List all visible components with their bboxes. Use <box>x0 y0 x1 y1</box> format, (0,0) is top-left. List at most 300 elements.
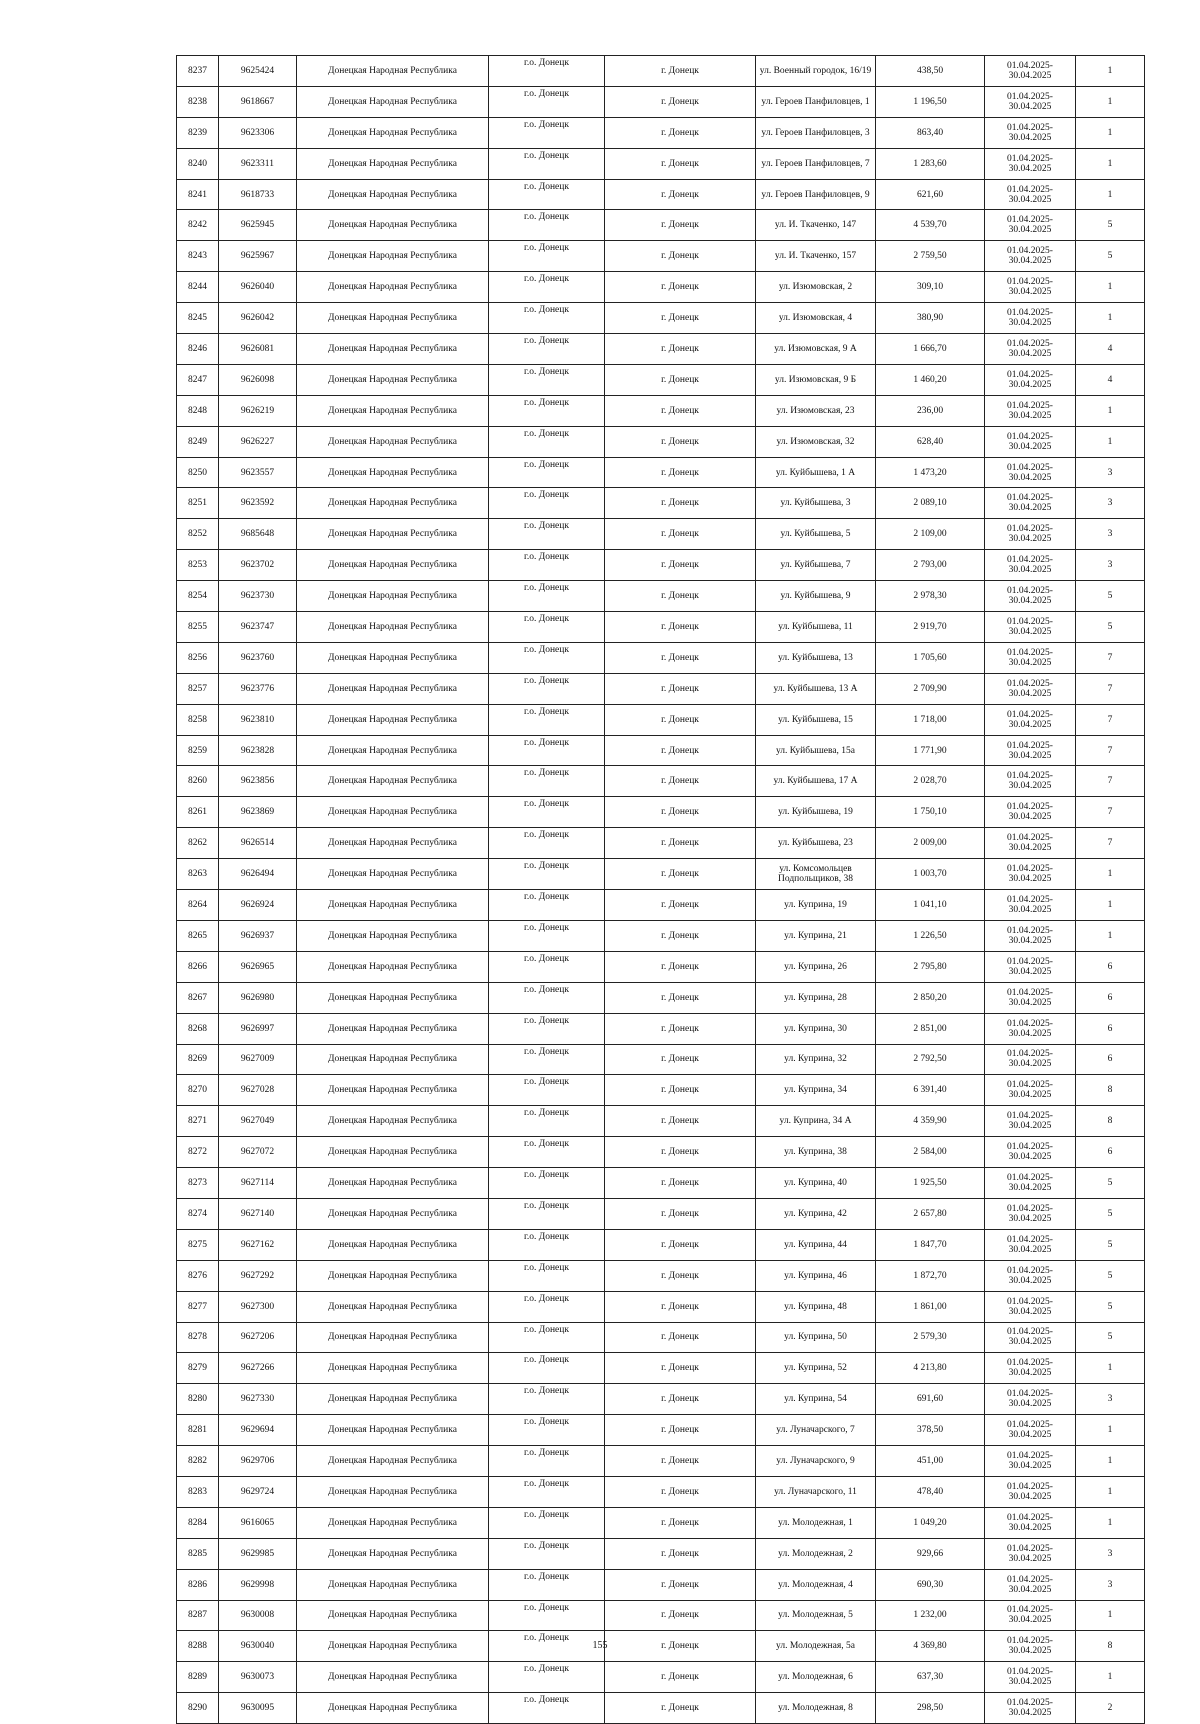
cell-area-value: 1 872,70 <box>876 1260 985 1291</box>
cell-object-id: 9627292 <box>219 1260 297 1291</box>
cell-object-id: 9629706 <box>219 1446 297 1477</box>
cell-row-number: 8281 <box>177 1415 219 1446</box>
cell-city: г. Донецк <box>605 1013 756 1044</box>
cell-row-number: 8286 <box>177 1569 219 1600</box>
table-row <box>177 1075 1145 1106</box>
cell-row-number: 8252 <box>177 519 219 550</box>
cell-city: г. Донецк <box>605 272 756 303</box>
cell-object-id: 9627009 <box>219 1044 297 1075</box>
cell-municipal-district: г.о. Донецк <box>489 1600 605 1631</box>
table-row <box>177 1106 1145 1137</box>
cell-municipal-district: г.о. Донецк <box>489 1476 605 1507</box>
cell-object-id: 9630040 <box>219 1631 297 1662</box>
cell-object-id: 9627049 <box>219 1106 297 1137</box>
cell-object-id: 9627266 <box>219 1353 297 1384</box>
cell-object-id: 9623702 <box>219 550 297 581</box>
cell-count: 6 <box>1076 982 1145 1013</box>
cell-region: Донецкая Народная Республика <box>297 1507 489 1538</box>
table-row <box>177 1446 1145 1477</box>
cell-count: 1 <box>1076 1476 1145 1507</box>
cell-city: г. Донецк <box>605 1322 756 1353</box>
cell-object-id: 9616065 <box>219 1507 297 1538</box>
cell-street-address: ул. Куприна, 21 <box>756 920 876 951</box>
cell-street-address: ул. Куприна, 38 <box>756 1137 876 1168</box>
cell-area-value: 621,60 <box>876 179 985 210</box>
cell-area-value: 2 009,00 <box>876 828 985 859</box>
table-row <box>177 334 1145 365</box>
cell-row-number: 8280 <box>177 1384 219 1415</box>
cell-object-id: 9626227 <box>219 426 297 457</box>
cell-count: 6 <box>1076 1044 1145 1075</box>
cell-municipal-district: г.о. Донецк <box>489 766 605 797</box>
table-body <box>177 56 1145 1724</box>
cell-region: Донецкая Народная Республика <box>297 272 489 303</box>
cell-municipal-district: г.о. Донецк <box>489 1137 605 1168</box>
cell-row-number: 8243 <box>177 241 219 272</box>
cell-city: г. Донецк <box>605 1137 756 1168</box>
cell-count: 4 <box>1076 364 1145 395</box>
table-row <box>177 612 1145 643</box>
cell-street-address: ул. И. Ткаченко, 157 <box>756 241 876 272</box>
cell-row-number: 8279 <box>177 1353 219 1384</box>
cell-city: г. Донецк <box>605 982 756 1013</box>
cell-count: 3 <box>1076 1538 1145 1569</box>
cell-municipal-district: г.о. Донецк <box>489 117 605 148</box>
cell-street-address: ул. Куприна, 42 <box>756 1198 876 1229</box>
cell-region: Донецкая Народная Республика <box>297 766 489 797</box>
cell-period: 01.04.2025-30.04.2025 <box>985 920 1076 951</box>
cell-region: Донецкая Народная Республика <box>297 117 489 148</box>
cell-city: г. Донецк <box>605 704 756 735</box>
cell-region: Донецкая Народная Республика <box>297 1260 489 1291</box>
cell-region: Донецкая Народная Республика <box>297 1569 489 1600</box>
cell-street-address: ул. Куйбышева, 5 <box>756 519 876 550</box>
cell-object-id: 9623747 <box>219 612 297 643</box>
cell-row-number: 8258 <box>177 704 219 735</box>
cell-street-address: ул. Куйбышева, 13 <box>756 642 876 673</box>
cell-city: г. Донецк <box>605 797 756 828</box>
cell-region: Донецкая Народная Республика <box>297 1322 489 1353</box>
cell-municipal-district: г.о. Донецк <box>489 890 605 921</box>
cell-street-address: ул. Куйбышева, 9 <box>756 581 876 612</box>
cell-street-address: ул. Изюмовская, 9 Б <box>756 364 876 395</box>
cell-object-id: 9629985 <box>219 1538 297 1569</box>
cell-street-address: ул. Изюмовская, 2 <box>756 272 876 303</box>
cell-municipal-district: г.о. Донецк <box>489 612 605 643</box>
cell-count: 1 <box>1076 179 1145 210</box>
table-row <box>177 581 1145 612</box>
cell-region: Донецкая Народная Республика <box>297 303 489 334</box>
cell-period: 01.04.2025-30.04.2025 <box>985 704 1076 735</box>
cell-region: Донецкая Народная Республика <box>297 1693 489 1724</box>
cell-area-value: 1 750,10 <box>876 797 985 828</box>
cell-street-address: ул. Куприна, 52 <box>756 1353 876 1384</box>
cell-period: 01.04.2025-30.04.2025 <box>985 519 1076 550</box>
table-row <box>177 1600 1145 1631</box>
cell-count: 7 <box>1076 797 1145 828</box>
cell-area-value: 1 705,60 <box>876 642 985 673</box>
cell-count: 1 <box>1076 859 1145 890</box>
cell-region: Донецкая Народная Республика <box>297 920 489 951</box>
cell-row-number: 8248 <box>177 395 219 426</box>
cell-region: Донецкая Народная Республика <box>297 488 489 519</box>
cell-count: 5 <box>1076 210 1145 241</box>
cell-period: 01.04.2025-30.04.2025 <box>985 1693 1076 1724</box>
cell-city: г. Донецк <box>605 241 756 272</box>
cell-municipal-district: г.о. Донецк <box>489 1538 605 1569</box>
table-row <box>177 272 1145 303</box>
cell-area-value: 378,50 <box>876 1415 985 1446</box>
cell-object-id: 9626042 <box>219 303 297 334</box>
cell-municipal-district: г.о. Донецк <box>489 1229 605 1260</box>
cell-region: Донецкая Народная Республика <box>297 859 489 890</box>
cell-period: 01.04.2025-30.04.2025 <box>985 1476 1076 1507</box>
cell-area-value: 1 003,70 <box>876 859 985 890</box>
table-row <box>177 241 1145 272</box>
cell-city: г. Донецк <box>605 735 756 766</box>
cell-region: Донецкая Народная Республика <box>297 1168 489 1199</box>
cell-region: Донецкая Народная Республика <box>297 612 489 643</box>
cell-street-address: ул. Комсомольцев Подпольщиков, 38 <box>756 859 876 890</box>
cell-region: Донецкая Народная Республика <box>297 86 489 117</box>
cell-object-id: 9627330 <box>219 1384 297 1415</box>
cell-municipal-district: г.о. Донецк <box>489 1662 605 1693</box>
cell-count: 1 <box>1076 1662 1145 1693</box>
cell-city: г. Донецк <box>605 1631 756 1662</box>
cell-street-address: ул. Изюмовская, 4 <box>756 303 876 334</box>
cell-region: Донецкая Народная Республика <box>297 1198 489 1229</box>
cell-city: г. Донецк <box>605 488 756 519</box>
cell-row-number: 8249 <box>177 426 219 457</box>
cell-period: 01.04.2025-30.04.2025 <box>985 86 1076 117</box>
cell-object-id: 9623828 <box>219 735 297 766</box>
cell-city: г. Донецк <box>605 1075 756 1106</box>
cell-area-value: 1 041,10 <box>876 890 985 921</box>
cell-municipal-district: г.о. Донецк <box>489 1384 605 1415</box>
cell-period: 01.04.2025-30.04.2025 <box>985 179 1076 210</box>
table-row <box>177 1229 1145 1260</box>
cell-municipal-district: г.о. Донецк <box>489 642 605 673</box>
cell-area-value: 691,60 <box>876 1384 985 1415</box>
cell-area-value: 2 028,70 <box>876 766 985 797</box>
cell-municipal-district: г.о. Донецк <box>489 1569 605 1600</box>
cell-count: 1 <box>1076 1446 1145 1477</box>
cell-municipal-district: г.о. Донецк <box>489 241 605 272</box>
cell-area-value: 2 850,20 <box>876 982 985 1013</box>
table-row <box>177 1260 1145 1291</box>
cell-object-id: 9627114 <box>219 1168 297 1199</box>
cell-area-value: 1 861,00 <box>876 1291 985 1322</box>
cell-street-address: ул. Куприна, 26 <box>756 951 876 982</box>
cell-street-address: ул. Молодежная, 5 <box>756 1600 876 1631</box>
cell-count: 1 <box>1076 303 1145 334</box>
cell-row-number: 8273 <box>177 1168 219 1199</box>
cell-area-value: 1 666,70 <box>876 334 985 365</box>
cell-period: 01.04.2025-30.04.2025 <box>985 766 1076 797</box>
cell-count: 5 <box>1076 241 1145 272</box>
cell-object-id: 9623730 <box>219 581 297 612</box>
cell-count: 8 <box>1076 1106 1145 1137</box>
cell-city: г. Донецк <box>605 210 756 241</box>
table-row <box>177 1168 1145 1199</box>
cell-region: Донецкая Народная Республика <box>297 1044 489 1075</box>
cell-object-id: 9623856 <box>219 766 297 797</box>
cell-area-value: 2 793,00 <box>876 550 985 581</box>
cell-municipal-district: г.о. Донецк <box>489 1631 605 1662</box>
cell-area-value: 863,40 <box>876 117 985 148</box>
cell-area-value: 2 657,80 <box>876 1198 985 1229</box>
cell-period: 01.04.2025-30.04.2025 <box>985 1600 1076 1631</box>
cell-period: 01.04.2025-30.04.2025 <box>985 1229 1076 1260</box>
cell-municipal-district: г.о. Донецк <box>489 334 605 365</box>
cell-street-address: ул. Молодежная, 8 <box>756 1693 876 1724</box>
cell-count: 7 <box>1076 673 1145 704</box>
cell-count: 5 <box>1076 1322 1145 1353</box>
cell-row-number: 8277 <box>177 1291 219 1322</box>
cell-count: 1 <box>1076 56 1145 87</box>
table-row <box>177 1198 1145 1229</box>
cell-period: 01.04.2025-30.04.2025 <box>985 1415 1076 1446</box>
cell-municipal-district: г.о. Донецк <box>489 1415 605 1446</box>
cell-street-address: ул. Куйбышева, 7 <box>756 550 876 581</box>
table-row <box>177 1353 1145 1384</box>
cell-row-number: 8267 <box>177 982 219 1013</box>
cell-row-number: 8251 <box>177 488 219 519</box>
cell-region: Донецкая Народная Республика <box>297 1384 489 1415</box>
cell-period: 01.04.2025-30.04.2025 <box>985 1137 1076 1168</box>
table-row <box>177 704 1145 735</box>
cell-city: г. Донецк <box>605 148 756 179</box>
cell-object-id: 9626081 <box>219 334 297 365</box>
cell-object-id: 9623776 <box>219 673 297 704</box>
cell-city: г. Донецк <box>605 1569 756 1600</box>
table-row <box>177 1322 1145 1353</box>
cell-period: 01.04.2025-30.04.2025 <box>985 210 1076 241</box>
table-row <box>177 1291 1145 1322</box>
cell-municipal-district: г.о. Донецк <box>489 735 605 766</box>
cell-object-id: 9626980 <box>219 982 297 1013</box>
cell-street-address: ул. Куприна, 34 <box>756 1075 876 1106</box>
cell-city: г. Донецк <box>605 117 756 148</box>
cell-row-number: 8271 <box>177 1106 219 1137</box>
cell-street-address: ул. Куйбышева, 17 А <box>756 766 876 797</box>
cell-count: 1 <box>1076 426 1145 457</box>
cell-municipal-district: г.о. Донецк <box>489 982 605 1013</box>
cell-count: 7 <box>1076 735 1145 766</box>
cell-count: 5 <box>1076 1229 1145 1260</box>
cell-period: 01.04.2025-30.04.2025 <box>985 951 1076 982</box>
cell-municipal-district: г.о. Донецк <box>489 1291 605 1322</box>
cell-row-number: 8282 <box>177 1446 219 1477</box>
cell-city: г. Донецк <box>605 1415 756 1446</box>
cell-municipal-district: г.о. Донецк <box>489 210 605 241</box>
table-row <box>177 735 1145 766</box>
cell-count: 5 <box>1076 581 1145 612</box>
cell-object-id: 9630008 <box>219 1600 297 1631</box>
cell-area-value: 1 196,50 <box>876 86 985 117</box>
cell-street-address: ул. Куйбышева, 15а <box>756 735 876 766</box>
cell-area-value: 6 391,40 <box>876 1075 985 1106</box>
cell-period: 01.04.2025-30.04.2025 <box>985 148 1076 179</box>
cell-street-address: ул. Куприна, 40 <box>756 1168 876 1199</box>
cell-city: г. Донецк <box>605 1291 756 1322</box>
cell-municipal-district: г.о. Донецк <box>489 1168 605 1199</box>
table-row <box>177 519 1145 550</box>
cell-city: г. Донецк <box>605 457 756 488</box>
cell-row-number: 8276 <box>177 1260 219 1291</box>
cell-period: 01.04.2025-30.04.2025 <box>985 1631 1076 1662</box>
cell-city: г. Донецк <box>605 951 756 982</box>
cell-count: 7 <box>1076 704 1145 735</box>
cell-area-value: 929,66 <box>876 1538 985 1569</box>
cell-row-number: 8266 <box>177 951 219 982</box>
cell-period: 01.04.2025-30.04.2025 <box>985 673 1076 704</box>
table-row <box>177 1662 1145 1693</box>
cell-municipal-district: г.о. Донецк <box>489 1693 605 1724</box>
cell-city: г. Донецк <box>605 56 756 87</box>
cell-region: Донецкая Народная Республика <box>297 1600 489 1631</box>
cell-municipal-district: г.о. Донецк <box>489 1322 605 1353</box>
cell-period: 01.04.2025-30.04.2025 <box>985 1353 1076 1384</box>
cell-row-number: 8244 <box>177 272 219 303</box>
cell-region: Донецкая Народная Республика <box>297 364 489 395</box>
cell-area-value: 690,30 <box>876 1569 985 1600</box>
cell-row-number: 8260 <box>177 766 219 797</box>
cell-city: г. Донецк <box>605 612 756 643</box>
cell-period: 01.04.2025-30.04.2025 <box>985 56 1076 87</box>
cell-object-id: 9626098 <box>219 364 297 395</box>
cell-count: 1 <box>1076 890 1145 921</box>
cell-city: г. Донецк <box>605 1600 756 1631</box>
cell-municipal-district: г.о. Донецк <box>489 457 605 488</box>
table-row <box>177 56 1145 87</box>
table-row <box>177 1044 1145 1075</box>
cell-row-number: 8289 <box>177 1662 219 1693</box>
cell-region: Донецкая Народная Республика <box>297 982 489 1013</box>
cell-area-value: 2 792,50 <box>876 1044 985 1075</box>
cell-period: 01.04.2025-30.04.2025 <box>985 1013 1076 1044</box>
cell-street-address: ул. Луначарского, 7 <box>756 1415 876 1446</box>
table-row <box>177 797 1145 828</box>
cell-municipal-district: г.о. Донецк <box>489 426 605 457</box>
cell-region: Донецкая Народная Республика <box>297 1075 489 1106</box>
cell-region: Донецкая Народная Республика <box>297 673 489 704</box>
cell-period: 01.04.2025-30.04.2025 <box>985 395 1076 426</box>
cell-object-id: 9627206 <box>219 1322 297 1353</box>
cell-region: Донецкая Народная Республика <box>297 1013 489 1044</box>
cell-period: 01.04.2025-30.04.2025 <box>985 982 1076 1013</box>
cell-row-number: 8274 <box>177 1198 219 1229</box>
cell-city: г. Донецк <box>605 1353 756 1384</box>
cell-period: 01.04.2025-30.04.2025 <box>985 426 1076 457</box>
cell-row-number: 8239 <box>177 117 219 148</box>
cell-row-number: 8242 <box>177 210 219 241</box>
cell-row-number: 8254 <box>177 581 219 612</box>
cell-street-address: ул. Куприна, 34 А <box>756 1106 876 1137</box>
cell-area-value: 637,30 <box>876 1662 985 1693</box>
cell-street-address: ул. Куйбышева, 19 <box>756 797 876 828</box>
cell-area-value: 1 232,00 <box>876 1600 985 1631</box>
cell-object-id: 9618667 <box>219 86 297 117</box>
table-row <box>177 1507 1145 1538</box>
cell-city: г. Донецк <box>605 1446 756 1477</box>
cell-period: 01.04.2025-30.04.2025 <box>985 1507 1076 1538</box>
cell-area-value: 2 795,80 <box>876 951 985 982</box>
cell-street-address: ул. Куприна, 32 <box>756 1044 876 1075</box>
cell-region: Донецкая Народная Республика <box>297 210 489 241</box>
table-row <box>177 364 1145 395</box>
cell-row-number: 8240 <box>177 148 219 179</box>
cell-municipal-district: г.о. Донецк <box>489 828 605 859</box>
table-row <box>177 890 1145 921</box>
cell-city: г. Донецк <box>605 179 756 210</box>
cell-area-value: 1 473,20 <box>876 457 985 488</box>
cell-street-address: ул. Куприна, 19 <box>756 890 876 921</box>
cell-city: г. Донецк <box>605 303 756 334</box>
table-row <box>177 550 1145 581</box>
cell-area-value: 1 226,50 <box>876 920 985 951</box>
cell-street-address: ул. Молодежная, 1 <box>756 1507 876 1538</box>
cell-area-value: 1 283,60 <box>876 148 985 179</box>
cell-period: 01.04.2025-30.04.2025 <box>985 488 1076 519</box>
cell-count: 1 <box>1076 117 1145 148</box>
cell-area-value: 628,40 <box>876 426 985 457</box>
cell-row-number: 8261 <box>177 797 219 828</box>
cell-count: 4 <box>1076 334 1145 365</box>
cell-period: 01.04.2025-30.04.2025 <box>985 364 1076 395</box>
cell-municipal-district: г.о. Донецк <box>489 1013 605 1044</box>
cell-period: 01.04.2025-30.04.2025 <box>985 581 1076 612</box>
cell-municipal-district: г.о. Донецк <box>489 303 605 334</box>
cell-object-id: 9626219 <box>219 395 297 426</box>
cell-city: г. Донецк <box>605 1693 756 1724</box>
cell-object-id: 9623760 <box>219 642 297 673</box>
cell-municipal-district: г.о. Донецк <box>489 1353 605 1384</box>
cell-row-number: 8264 <box>177 890 219 921</box>
cell-area-value: 1 460,20 <box>876 364 985 395</box>
table-row <box>177 457 1145 488</box>
cell-street-address: ул. Куприна, 46 <box>756 1260 876 1291</box>
cell-region: Донецкая Народная Республика <box>297 890 489 921</box>
cell-region: Донецкая Народная Республика <box>297 1137 489 1168</box>
cell-street-address: ул. Молодежная, 4 <box>756 1569 876 1600</box>
cell-street-address: ул. Молодежная, 6 <box>756 1662 876 1693</box>
table-row <box>177 1013 1145 1044</box>
cell-row-number: 8262 <box>177 828 219 859</box>
cell-region: Донецкая Народная Республика <box>297 179 489 210</box>
cell-city: г. Донецк <box>605 1476 756 1507</box>
cell-region: Донецкая Народная Республика <box>297 1476 489 1507</box>
cell-city: г. Донецк <box>605 828 756 859</box>
cell-row-number: 8283 <box>177 1476 219 1507</box>
cell-city: г. Донецк <box>605 766 756 797</box>
table-row <box>177 1538 1145 1569</box>
cell-period: 01.04.2025-30.04.2025 <box>985 1538 1076 1569</box>
cell-street-address: ул. И. Ткаченко, 147 <box>756 210 876 241</box>
cell-municipal-district: г.о. Донецк <box>489 1198 605 1229</box>
cell-period: 01.04.2025-30.04.2025 <box>985 1198 1076 1229</box>
cell-row-number: 8290 <box>177 1693 219 1724</box>
cell-object-id: 9623557 <box>219 457 297 488</box>
cell-region: Донецкая Народная Республика <box>297 1446 489 1477</box>
cell-region: Донецкая Народная Республика <box>297 1353 489 1384</box>
cell-period: 01.04.2025-30.04.2025 <box>985 272 1076 303</box>
page-number: 155 <box>592 1640 608 1651</box>
cell-period: 01.04.2025-30.04.2025 <box>985 859 1076 890</box>
cell-object-id: 9629998 <box>219 1569 297 1600</box>
cell-street-address: ул. Героев Панфиловцев, 7 <box>756 148 876 179</box>
cell-city: г. Донецк <box>605 1044 756 1075</box>
